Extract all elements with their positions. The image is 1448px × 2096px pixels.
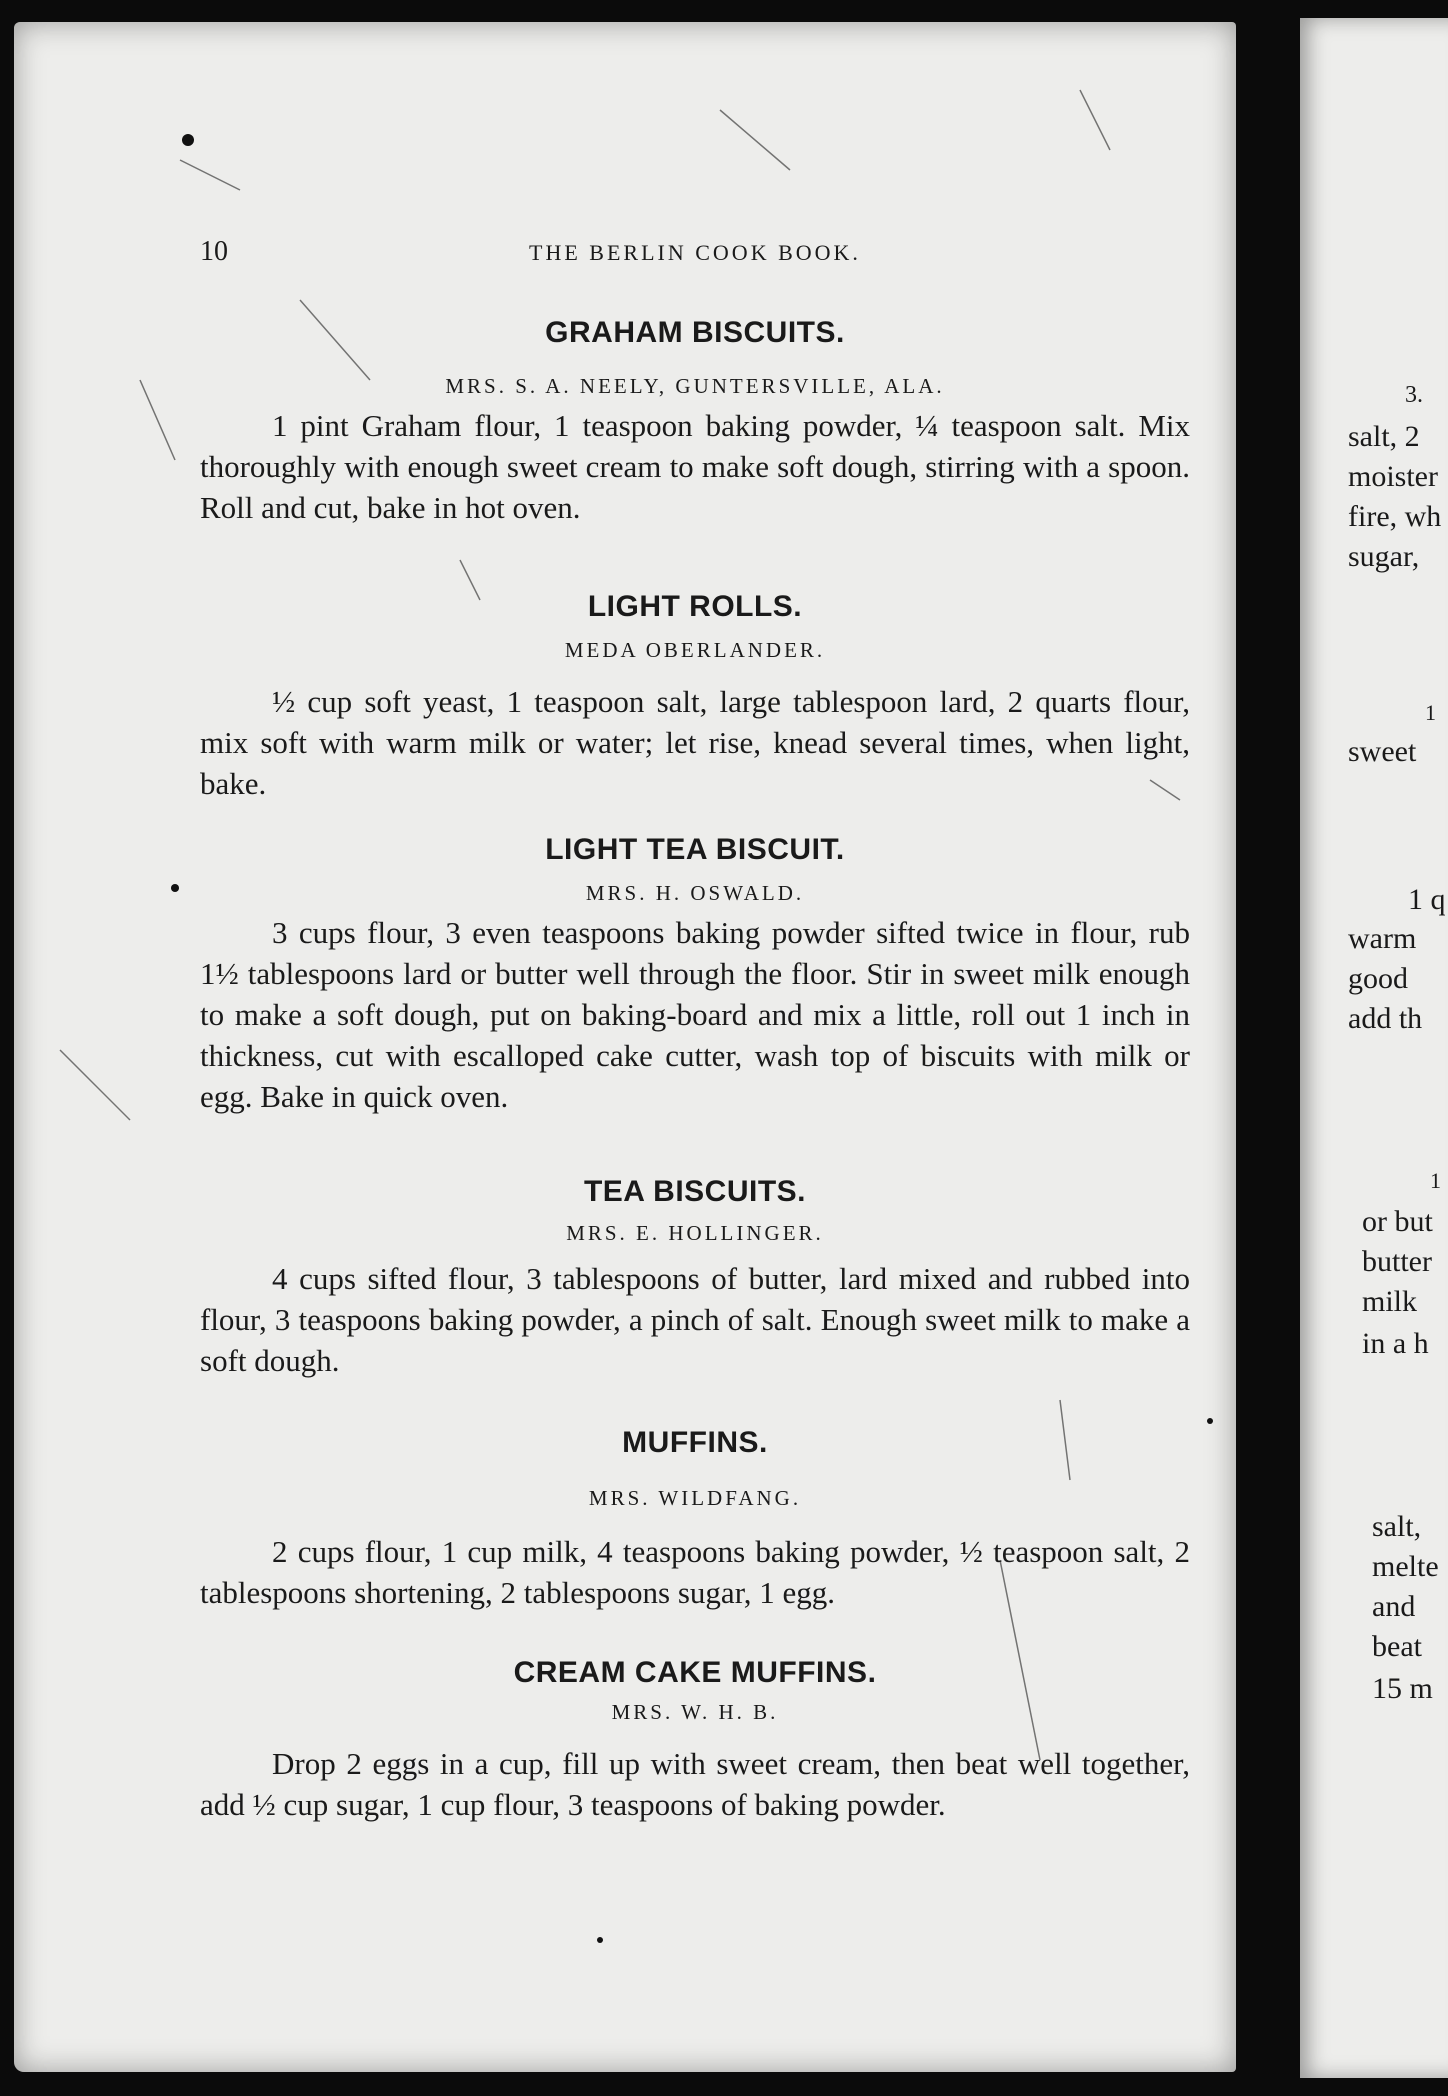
next-page-fragment: add th [1348, 1002, 1423, 1035]
next-page-fragment: beat [1372, 1630, 1422, 1663]
recipe-author: MRS. W. H. B. [611, 1700, 779, 1724]
recipe-cream-cake-muffins [200, 1656, 1190, 1825]
recipe-title: TEA BISCUITS. [583, 1175, 807, 1208]
recipe-author: MRS. WILDFANG. [588, 1486, 802, 1510]
next-page-fragment: moister [1348, 460, 1438, 493]
next-page-fragment: salt, 2 [1348, 420, 1420, 453]
next-page-fragment: melte [1372, 1550, 1439, 1583]
recipe-muffins [200, 1426, 1190, 1613]
recipe-graham-biscuits [200, 316, 1190, 528]
recipe-title: MUFFINS. [622, 1426, 768, 1459]
book-title: THE BERLIN COOK BOOK. [529, 240, 861, 265]
recipe-text: 4 cups sifted flour, 3 tablespoons of butter, lard mixed and rubbed into flour, 3 teaspoons baking powder, a pinch of salt. Enough sweet milk to make a soft dough. [200, 1261, 1190, 1378]
recipe-title: CREAM CAKE MUFFINS. [513, 1656, 877, 1689]
recipe-text: 1 pint Graham flour, 1 teaspoon baking powder, ¼ teaspoon salt. Mix thoroughly with enough sweet cream to make soft dough, stirring with a spoon. Roll and cut, bake in hot oven. [200, 408, 1190, 525]
running-head [200, 236, 1190, 276]
recipe-title: LIGHT TEA BISCUIT. [545, 833, 845, 866]
next-page-fragment: 1 q [1408, 883, 1446, 916]
recipe-author: MEDA OBERLANDER. [564, 638, 826, 662]
next-page-fragment: warm [1348, 922, 1417, 955]
next-page-fragment: sugar, [1348, 540, 1420, 573]
next-page-fragment: sweet [1348, 735, 1417, 768]
next-page-fragment: 1 [1425, 700, 1436, 725]
recipe-author: MRS. H. OSWALD. [585, 881, 805, 905]
next-page-fragment: 1 [1430, 1168, 1441, 1193]
recipe-light-tea-biscuit [200, 833, 1190, 1117]
next-page-fragment: and [1372, 1590, 1416, 1623]
next-page-fragment: good [1348, 962, 1408, 995]
next-page-fragment: or but [1362, 1205, 1433, 1238]
adjacent-page-edge [1300, 18, 1448, 2078]
recipe-tea-biscuits [200, 1175, 1190, 1381]
recipe-light-rolls [200, 590, 1190, 804]
next-page-fragment: milk [1362, 1285, 1418, 1318]
recipe-title: GRAHAM BISCUITS. [545, 316, 845, 349]
recipe-text: Drop 2 eggs in a cup, fill up with sweet cream, then beat well together, add ½ cup sugar, 1 cup flour, 3 teaspoons of baking powder. [200, 1746, 1190, 1822]
page-number: 10 [200, 236, 228, 267]
recipe-author: MRS. S. A. NEELY, GUNTERSVILLE, ALA. [445, 374, 945, 398]
next-page-fragment: in a h [1362, 1327, 1429, 1360]
next-page-fragment: butter [1362, 1245, 1432, 1278]
next-page-fragment: salt, [1372, 1510, 1422, 1543]
next-page-fragment: 15 m [1372, 1672, 1433, 1705]
next-page-fragment: fire, wh [1348, 500, 1442, 533]
recipe-title: LIGHT ROLLS. [587, 590, 803, 623]
recipe-text: 2 cups flour, 1 cup milk, 4 teaspoons baking powder, ½ teaspoon salt, 2 tablespoons shortening, 2 tablespoons sugar, 1 egg. [200, 1534, 1190, 1610]
recipe-text: ½ cup soft yeast, 1 teaspoon salt, large tablespoon lard, 2 quarts flour, mix soft with warm milk or water; let rise, knead several times, when light, bake. [200, 684, 1190, 801]
next-page-fragment: 3. [1405, 382, 1423, 408]
recipe-text: 3 cups flour, 3 even teaspoons baking powder sifted twice in flour, rub 1½ tablespoons lard or butter well through the floor. Stir in sweet milk enough to make a soft dough, put on baking-board and mix a little, roll out 1 inch in thickness, cut with escalloped cake cutter, wash top of biscuits with milk or egg. Bake in quick oven. [200, 915, 1190, 1114]
recipe-author: MRS. E. HOLLINGER. [566, 1221, 824, 1245]
